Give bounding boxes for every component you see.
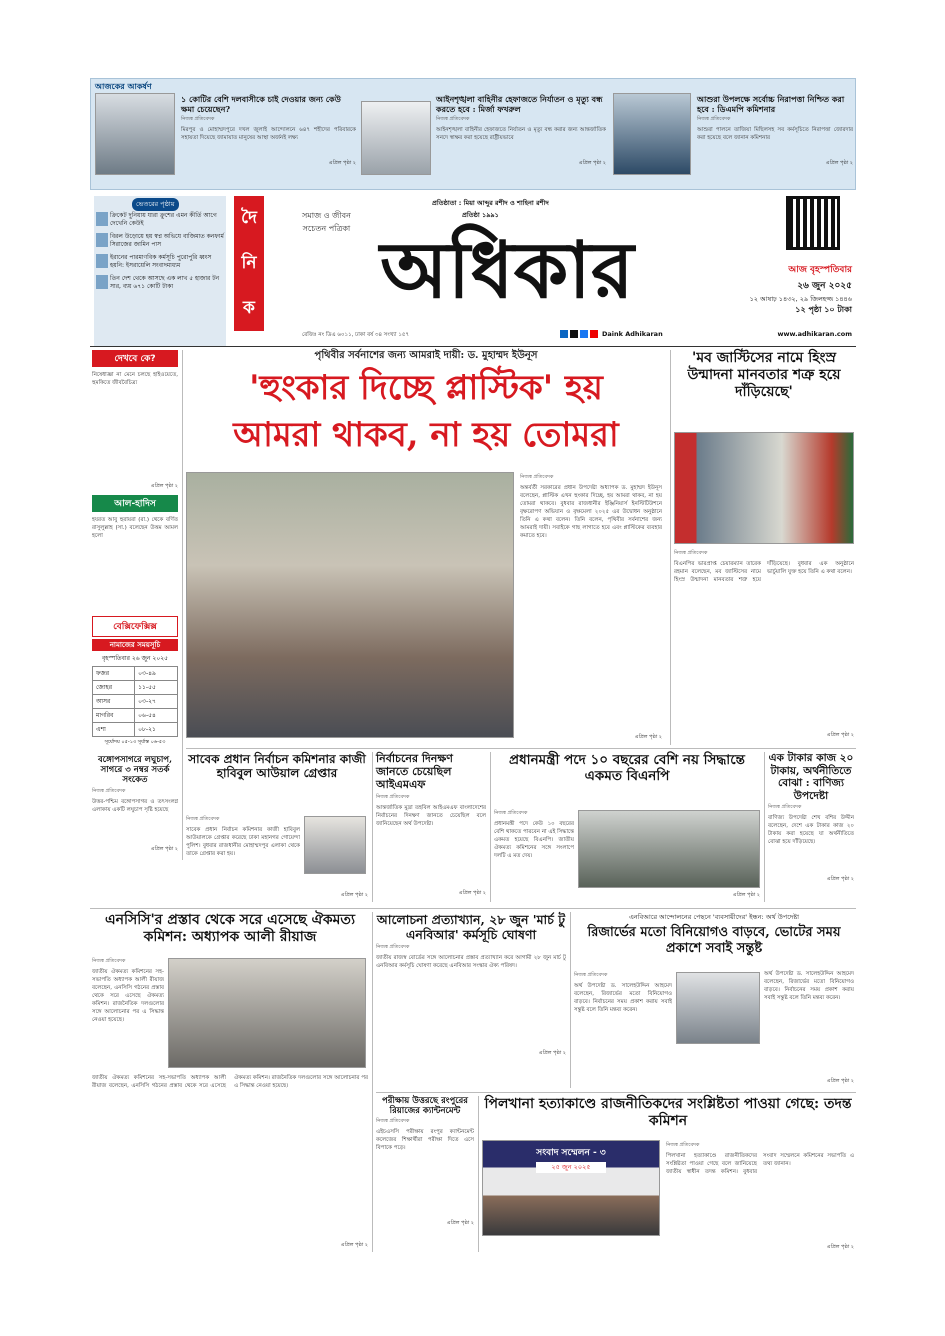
dekhbe-more[interactable]: এপ্রিল পৃষ্ঠা ২ <box>150 483 178 489</box>
ncc-body-a: জাতীয় ঐকমত্য কমিশনের সহ-সভাপতি অধ্যাপক আলী রীয়াজ বলেছেন, এনসিসি গঠনের প্রস্তাব থেকে সরে এসেছে ঐকমত্য কমিশন। রাজনৈতিক দলগুলোর সঙ্গে আলোচনার পর এ সিদ্ধান্ত নেওয়া হয়েছে। <box>92 969 164 1023</box>
cec-photo <box>304 816 366 874</box>
s3-body: আশুরা পালনে তাজিয়া মিছিলসহ সব কর্মসূচিতে নিরাপত্তা জোরদার করা হয়েছে বলে জানান কমিশনার <box>697 127 853 142</box>
social-icons <box>560 330 598 338</box>
ncc-title[interactable]: এনসিসি'র প্রস্তাব থেকে সরে এসেছে ঐকমত্য কমিশন: অধ্যাপক আলী রীয়াজ <box>105 912 355 945</box>
right-lead <box>674 350 854 745</box>
storm-body: উত্তর-পশ্চিম বঙ্গোপসাগর ও তৎসংলগ্ন এলাকায় একটি লঘুচাপ সৃষ্টি হয়েছে <box>92 798 178 813</box>
cant-byline: নিজস্ব প্রতিবেদক <box>376 1118 410 1125</box>
pil-banner-date: ২৫ জুন ২০২৫ <box>536 1162 606 1173</box>
cant-body: এইচএসসি পরীক্ষায় রংপুর ক্যান্টনমেন্ট কলেজের শিক্ষার্থীরা পরীক্ষা দিতে এসে বিপাকে পড়ে। <box>376 1129 474 1152</box>
right-lead-more[interactable]: এপ্রিল পৃষ্ঠা ২ <box>826 732 854 738</box>
web-address[interactable]: www.adhikaran.com <box>777 330 852 338</box>
story-taka <box>768 752 854 902</box>
story-pm <box>494 752 760 902</box>
storm-more[interactable]: এপ্রিল পৃষ্ঠা ২ <box>150 845 178 852</box>
s2-more[interactable]: এপ্রিল পৃষ্ঠা ২ <box>578 160 606 167</box>
prayer-table <box>92 666 178 737</box>
pm-text <box>494 808 574 894</box>
s3-title[interactable]: আশুরা উপলক্ষে সর্বোচ্চ নিরাপত্তা নিশ্চিত করা হবে : ডিএমপি কমিশনার <box>697 94 845 114</box>
pil-title[interactable]: পিলখানা হত্যাকাণ্ডে রাজনীতিকদের সংশ্লিষ্টতা পাওয়া গেছে: তদন্ত কমিশন <box>484 1096 852 1129</box>
reserve-byline: নিজস্ব প্রতিবেদক <box>574 972 608 978</box>
cec-text <box>186 814 300 890</box>
s1-body: মিরপুর ও মোহাম্মদপুরে দখল জুলাই আন্দোলনে ৬৪৭ শহীদের পরিবারকে সহায়তা দিয়েছে জামায়াত মানুষের আস্থা অর্জনই লক্ষ্য <box>181 127 356 142</box>
right-lead-byline: নিজস্ব প্রতিবেদক <box>674 550 708 556</box>
masthead-side-block <box>234 196 264 331</box>
pm-photo <box>578 810 760 888</box>
inside-pages-box <box>94 196 226 346</box>
story-ncc <box>92 912 368 1252</box>
bangla-date: ১২ আষাঢ় ১৪৩২, ২৯ জিলহজ্জ ১৪৪৬ <box>749 295 852 303</box>
story-march <box>376 912 566 1088</box>
march-body: জাতীয় রাজস্ব বোর্ডের সঙ্গে আলোচনার প্রস্তাব প্রত্যাখ্যান করে আগামী ২৮ জুন মার্চ টু এনবিআর কর্মসূচি ঘোষণা করেছে এনবিআর সংস্কার ঐক্য পরিষদ। <box>376 955 566 969</box>
ncc-text-a <box>92 956 164 1070</box>
ad-box[interactable]: বেক্সিফেক্সিক্স <box>92 616 178 637</box>
s1-byline: নিজস্ব প্রতিবেদক <box>181 116 215 123</box>
reserve-text-a <box>574 970 672 1080</box>
imf-more[interactable]: এপ্রিল পৃষ্ঠা ২ <box>458 889 486 896</box>
linkedin-icon[interactable] <box>560 330 568 338</box>
side-char: দৈ <box>241 207 257 228</box>
pil-banner: সংবাদ সম্মেলন - ৩ <box>536 1148 606 1158</box>
reserve-title[interactable]: রিজার্ভের মতো বিনিয়োগও বাড়বে, ভোটের সময় প্রকাশে সবাই সন্তুষ্ট <box>587 925 841 956</box>
s1-block[interactable] <box>181 95 356 168</box>
side-char: ক <box>243 297 255 318</box>
cec-body: সাবেক প্রধান নির্বাচন কমিশনার কাজী হাবিবুল আউয়ালকে গ্রেপ্তার করেছে ঢাকা মহানগর গোয়েন্দা পুলিশ। বুধবার রাজধানীর মোহাম্মদপুর এলাকা থেকে তাকে গ্রেপ্তার করা হয়। <box>186 827 300 857</box>
reserve-photo <box>676 972 760 1044</box>
s1-more[interactable]: এপ্রিল পৃষ্ঠা ২ <box>328 160 356 167</box>
pm-body: প্রধানমন্ত্রী পদে কেউ ১০ বছরের বেশি থাকতে পারবেন না এই সিদ্ধান্তে একমত হয়েছে বিএনপি। জাতীয় ঐকমত্য কমিশনের সঙ্গে সংলাপে দলটি এ মত দেয়। <box>494 821 574 859</box>
imf-title[interactable]: নির্বাচনের দিনক্ষণ জানতে চেয়েছিল আইএমএফ <box>376 752 453 792</box>
twitter-icon[interactable] <box>570 330 578 338</box>
ncc-photo <box>168 958 366 1068</box>
pil-text <box>666 1140 854 1252</box>
inside-label: ভেতরের পৃষ্ঠায় <box>132 198 179 211</box>
s2-body: আইনশৃঙ্খলা বাহিনীর হেফাজতে নির্যাতন ও মৃত্যু বন্ধ করার জন্য আন্তর্জাতিক সনদে স্বাক্ষর করা হয়েছে রাষ্ট্রীয়ভাবে <box>436 127 606 142</box>
imf-byline: নিজস্ব প্রতিবেদক <box>376 793 410 800</box>
prayer-row: ফজর ০৩-৪৯ <box>93 667 178 681</box>
pm-title[interactable]: প্রধানমন্ত্রী পদে ১০ বছরের বেশি নয় সিদ্ধান্তে একমত বিএনপি <box>509 752 745 785</box>
slogan: সমাজ ও জীবন সচেতন পত্রিকা <box>302 211 351 233</box>
taka-title[interactable]: এক টাকার কাজ ২০ টাকায়, অর্থনীতিতে বোঝা : বাণিজ্য উপদেষ্টা <box>768 752 854 802</box>
story-cec <box>186 752 368 902</box>
cant-title[interactable]: পরীক্ষায় উত্তরছে রংপুরের রিয়াজের ক্যান্টনমেন্ট <box>382 1096 468 1117</box>
social-handle[interactable]: Daink Adhikaran <box>602 330 663 338</box>
youtube-icon[interactable] <box>590 330 598 338</box>
lead-story <box>186 350 666 745</box>
prayer-row: মাগরিব ০৬-৫৪ <box>93 709 178 723</box>
hadith-header: আল-হাদিস <box>92 495 178 512</box>
pm-more[interactable]: এপ্রিল পৃষ্ঠা ২ <box>732 892 760 898</box>
lead-kicker: পৃথিবীর সর্বনাশের জন্য আমরাই দায়ী: ড. মুহাম্মদ ইউনূস <box>314 350 538 361</box>
s2-byline: নিজস্ব প্রতিবেদক <box>436 116 470 123</box>
established: প্রতিষ্ঠা ১৯৯১ <box>462 211 499 219</box>
lead-more[interactable]: এপ্রিল পৃষ্ঠা ২ <box>634 734 662 740</box>
lead-text <box>520 472 662 742</box>
lead-headline-1[interactable]: 'হুংকার দিচ্ছে প্লাস্টিক' হয় <box>249 368 603 408</box>
prayer-row: জোহর ১১-৫৫ <box>93 681 178 695</box>
prayer-date: বৃহস্পতিবার ২৬ জুন ২০২৫ <box>101 655 169 662</box>
masthead <box>232 196 856 346</box>
story-reserve <box>574 912 854 1088</box>
story-pilkhana <box>482 1096 854 1252</box>
inside-item[interactable]: তিন দেশ থেকে আসছে এক লাখ ৫ হাজার টন সার, ব্যয় ৬৭১ কোটি টাকা <box>96 275 224 291</box>
reserve-body-b: অর্থ উপদেষ্টা ড. সালেহউদ্দিন আহমেদ বলেছেন, রিজার্ভের মতো বিনিয়োগও বাড়বে। নির্বাচনের সময় প্রকাশ করায় সবাই সন্তুষ্ট বলে তিনি মন্তব্য করেন। <box>764 971 854 1001</box>
cec-more[interactable]: এপ্রিল পৃষ্ঠা ২ <box>340 892 368 898</box>
masthead-logo[interactable]: অধিকার <box>380 225 634 316</box>
right-lead-body: বিএনপির ভারপ্রাপ্ত চেয়ারম্যান তারেক রহমান বলেছেন, মব জাস্টিসের নামে হিংস্র উন্মাদনা মানবতার শত্রু হয়ে দাঁড়িয়েছে। বুধবার এক অনুষ্ঠানে ভার্চুয়ালি যুক্ত হয়ে তিনি এ কথা বলেন। <box>674 561 854 583</box>
s1-title[interactable]: ১ কোটির বেশি দলবাসীকে চাই দেওয়ার জন্য কেউ ক্ষমা চেয়েছেন? <box>181 94 341 114</box>
prayer-row: আসর ০৩-২৭ <box>93 695 178 709</box>
dekhbe-header: দেখবে কে? <box>92 350 178 367</box>
lead-photo <box>186 472 514 738</box>
pil-byline: নিজস্ব প্রতিবেদক <box>666 1142 700 1148</box>
qr-code-icon <box>786 196 840 250</box>
newspaper-page <box>90 78 856 1258</box>
ncc-more[interactable]: এপ্রিল পৃষ্ঠা ২ <box>340 1242 368 1248</box>
prayer-note: সূর্যোদয় ০৫-১৩ সূর্যাস্ত ০৬-৫৩ <box>104 739 166 745</box>
reserve-more[interactable]: এপ্রিল পৃষ্ঠা ২ <box>826 1078 854 1084</box>
s3-block[interactable] <box>697 95 853 168</box>
ncc-byline: নিজস্ব প্রতিবেদক <box>92 958 126 964</box>
side-char: নি <box>241 252 257 273</box>
cant-more[interactable]: এপ্রিল পৃষ্ঠা ২ <box>446 1220 474 1227</box>
right-lead-text <box>674 548 854 740</box>
founder-line: প্রতিষ্ঠাতা : মিয়া আব্দুর রশীদ ও শাহিনা রশীদ <box>432 199 549 207</box>
cec-title[interactable]: সাবেক প্রধান নির্বাচন কমিশনার কাজী হাবিবুল আউয়াল গ্রেপ্তার <box>188 752 366 781</box>
march-byline: নিজস্ব প্রতিবেদক <box>376 944 410 950</box>
dekhbe-body: নিষেধাজ্ঞা না মেনে চলছে হাইওয়েতে, হুমকিতে জীববৈচিত্র্য <box>92 372 178 386</box>
taka-body: বাণিজ্য উপদেষ্টা শেখ বশির উদ্দীন বলেছেন, দেশে এক টাকার কাজ ২০ টাকায় করা হয়েছে যা অর্থনীতিতে বোঝা হয়ে দাঁড়িয়েছে। <box>768 815 854 846</box>
prayer-row: এশা ০৮-২১ <box>93 723 178 737</box>
s2-block[interactable] <box>436 95 606 168</box>
story-imf <box>376 752 486 902</box>
march-title[interactable]: আলোচনা প্রত্যাখ্যান, ২৮ জুন 'মার্চ টু এনবিআর' কর্মসূচি ঘোষণা <box>376 912 566 942</box>
s2-title[interactable]: আইনশৃঙ্খলা বাহিনীর হেফাজতে নির্যাতন ও মৃত্যু বন্ধ করতে হবে : মির্জা ফখরুল <box>436 94 603 114</box>
hadith-body: হযরত আবু হুরায়রা (রা.) থেকে বর্ণিত রাসুলুল্লাহ (সা.) বলেছেন উত্তম আমল হলো <box>92 517 178 539</box>
pil-photo <box>482 1140 660 1236</box>
reserve-body-a: অর্থ উপদেষ্টা ড. সালেহউদ্দিন আহমেদ বলেছেন, রিজার্ভের মতো বিনিয়োগও বাড়বে। নির্বাচনের সময় প্রকাশ করায় সবাই সন্তুষ্ট বলে তিনি মন্তব্য করেন। <box>574 983 672 1013</box>
top-strip-label: আজকের আকর্ষণ <box>95 82 152 91</box>
taka-byline: নিজস্ব প্রতিবেদক <box>768 804 802 811</box>
s3-more[interactable]: এপ্রিল পৃষ্ঠা ২ <box>825 160 853 167</box>
s2-photo <box>361 101 431 175</box>
facebook-icon[interactable] <box>580 330 588 338</box>
right-lead-title[interactable]: 'মব জাস্টিসের নামে হিংস্র উন্মাদনা মানবতার শত্রু হয়ে দাঁড়িয়েছে' <box>687 350 841 400</box>
inside-list <box>96 212 224 296</box>
reg-line: রেজিঃ নং ডিএ ৬০১১, ঢাকা বর্ষ ৩৪ সংখ্যা ১৫৭ <box>302 332 410 338</box>
lead-headline-2[interactable]: আমরা থাকব, না হয় তোমরা <box>233 414 619 455</box>
lead-body: অন্তর্বর্তী সরকারের প্রধান উপদেষ্টা অধ্যাপক ড. মুহাম্মদ ইউনূস বলেছেন, প্লাস্টিক এখন হুংকার দিচ্ছে, হয় আমরা থাকব, না হয় তোমরা থাকবে। বুধবার রাজধানীর ইঞ্জিনিয়ার্স ইনস্টিটিউশনে বৃক্ষরোপণ অভিযান ও বৃক্ষমেলা ২০২৫ এর উদ্বোধন অনুষ্ঠানে তিনি এ কথা বলেন। তিনি বলেন, পৃথিবীর সর্বনাশের জন্য আমরাই দায়ী। সবাইকে গাছ লাগাতে হবে এবং প্লাস্টিকের ব্যবহার কমাতে হবে। <box>520 485 662 539</box>
price-label: ১২ পৃষ্ঠা ১০ টাকা <box>795 305 852 314</box>
cec-byline: নিজস্ব প্রতিবেদক <box>186 816 220 822</box>
prayer-header: নামাজের সময়সূচি <box>92 639 178 651</box>
inside-item[interactable]: ইরানের পারমাণবিক কর্মসূচি পুরোপুরি ধ্বংস হয়নি: ইসরায়েলি সংবাদমাধ্যম <box>96 254 224 270</box>
reserve-kicker: এনবিআরে আন্দোলনের পেছনে 'ব্যবসায়ীদের' ইন্ধন: অর্থ উপদেষ্টা <box>628 913 800 921</box>
inside-item[interactable]: ক্রিকেট দুনিয়ায় যারা ক্রুশের এমন কীর্তি আগে দেখেনি কেউই <box>96 212 224 228</box>
top-strip <box>90 78 856 190</box>
pil-body: পিলখানা হত্যাকাণ্ডে রাজনীতিকদের সংশ্লিষ্টতা পাওয়া গেছে বলে জানিয়েছে জাতীয় স্বাধীন তদন্ত কমিশন। বুধবার সংবাদ সম্মেলনে কমিশনের সভাপতি এ তথ্য জানান। <box>666 1153 854 1175</box>
right-lead-photo <box>674 432 854 544</box>
taka-more[interactable]: এপ্রিল পৃষ্ঠা ২ <box>826 876 854 883</box>
pil-more[interactable]: এপ্রিল পৃষ্ঠা ২ <box>826 1244 854 1250</box>
march-more[interactable]: এপ্রিল পৃষ্ঠা ২ <box>538 1050 566 1056</box>
story-cantonment <box>376 1096 474 1252</box>
pm-byline: নিজস্ব প্রতিবেদক <box>494 810 528 816</box>
ncc-body-b: জাতীয় ঐকমত্য কমিশনের সহ-সভাপতি অধ্যাপক আলী রীয়াজ বলেছেন, এনসিসি গঠনের প্রস্তাব থেকে সরে এসেছে ঐকমত্য কমিশন। রাজনৈতিক দলগুলোর সঙ্গে আলোচনার পর এ সিদ্ধান্ত নেওয়া হয়েছে। <box>92 1075 368 1089</box>
storm-byline: নিজস্ব প্রতিবেদক <box>92 787 126 794</box>
day-label: আজ বৃহস্পতিবার <box>788 265 852 275</box>
date-label: ২৬ জুন ২০২৫ <box>797 281 852 291</box>
s3-photo <box>613 93 691 175</box>
imf-body: আন্তর্জাতিক মুদ্রা তহবিল আইএমএফ বাংলাদেশের নির্বাচনের দিনক্ষণ জানতে চেয়েছিল বলে জানিয়েছেন অর্থ উপদেষ্টা। <box>376 804 486 827</box>
inside-item[interactable]: বিরল উড়োয়ে হয় স্বপ্ন অভিযে বাজিমাত কনফার্ম সিরাজের জামিন পাস <box>96 233 224 249</box>
storm-title[interactable]: বঙ্গোপসাগরে লঘুচাপ, সাগরে ৩ নম্বর সতর্ক সংকেত <box>97 755 173 786</box>
lead-byline: নিজস্ব প্রতিবেদক <box>520 474 554 480</box>
s3-byline: নিজস্ব প্রতিবেদক <box>697 116 731 123</box>
s1-photo <box>95 93 175 175</box>
